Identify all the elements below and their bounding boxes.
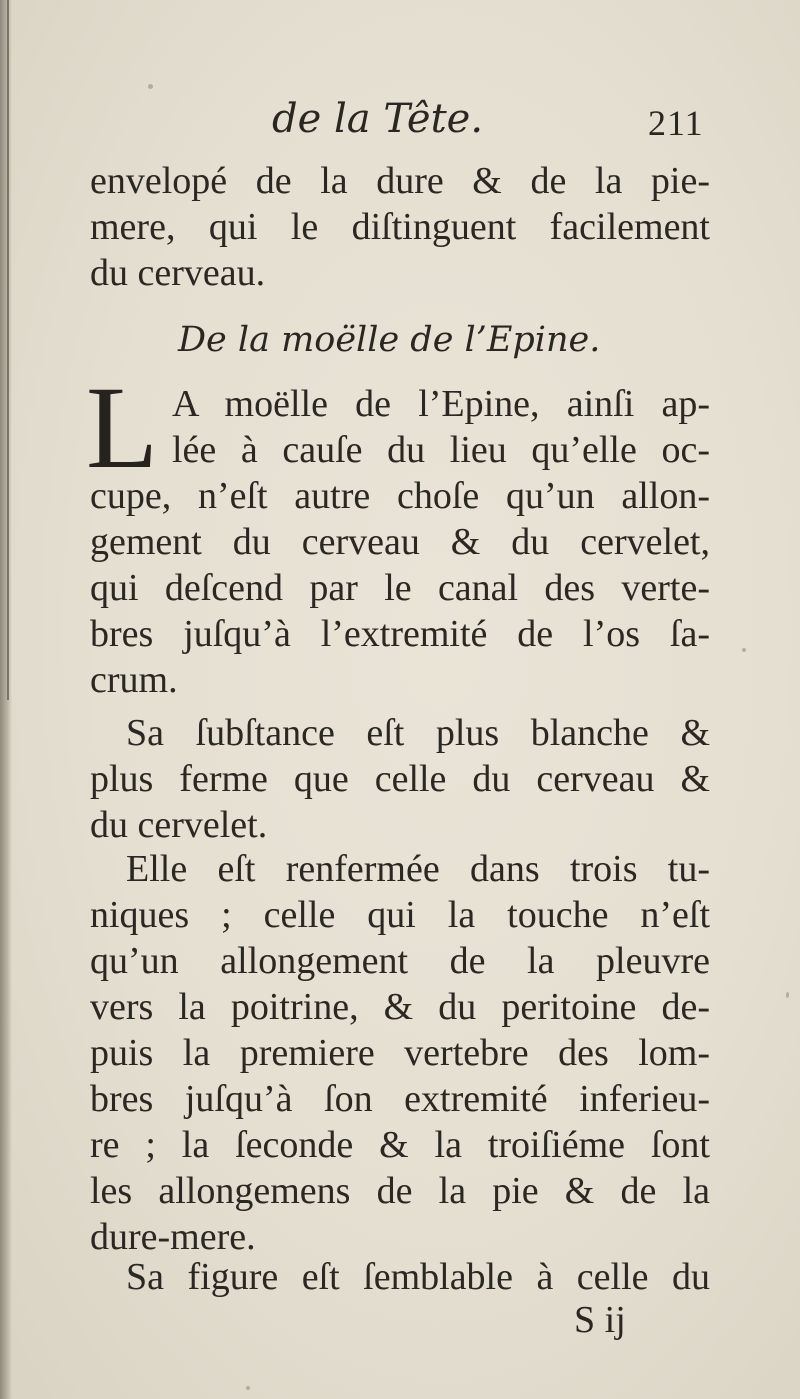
text-line: Sa figure eſt ſemblable à celle du bbox=[126, 1256, 710, 1298]
section-heading: De la moëlle de l’Epine. bbox=[178, 320, 601, 360]
text-line: qu’un allongement de la pleuvre bbox=[90, 940, 710, 982]
text-line: cupe, n’eſt autre choſe qu’un allon- bbox=[90, 475, 710, 517]
page-binding-edge bbox=[0, 0, 12, 1399]
drop-cap: L bbox=[86, 362, 159, 493]
page-number: 211 bbox=[648, 103, 704, 143]
text-line: lée à cauſe du lieu qu’elle oc- bbox=[172, 429, 710, 471]
text-line: re ; la ſeconde & la troiſiéme ſont bbox=[90, 1124, 710, 1166]
running-head bbox=[0, 96, 800, 156]
paper-speck bbox=[786, 992, 789, 998]
paper-speck bbox=[148, 84, 153, 89]
text-line: Sa ſubſtance eſt plus blanche & bbox=[126, 712, 710, 754]
text-line: qui deſcend par le canal des verte- bbox=[90, 567, 710, 609]
paragraph-3 bbox=[90, 846, 710, 1260]
text-line: Elle eſt renfermée dans trois tu- bbox=[126, 848, 710, 890]
text-line: les allongemens de la pie & de la bbox=[90, 1170, 710, 1212]
text-line: du cervelet. bbox=[90, 804, 268, 846]
paragraph-1-opening bbox=[172, 381, 710, 473]
paragraph-1 bbox=[90, 473, 710, 703]
text-line: gement du cerveau & du cervelet, bbox=[90, 521, 710, 563]
paragraph-continuation bbox=[90, 158, 710, 296]
running-title: de la Tête. bbox=[272, 96, 484, 142]
text-line: puis la premiere vertebre des lom- bbox=[90, 1032, 710, 1074]
text-line: dure-mere. bbox=[90, 1216, 256, 1258]
paragraph-4 bbox=[90, 1254, 710, 1300]
text-line: plus ferme que celle du cerveau & bbox=[90, 758, 710, 800]
text-line: du cerveau. bbox=[90, 252, 266, 294]
text-line: bres juſqu’à ſon extremité inferieu- bbox=[90, 1078, 710, 1120]
paper-speck bbox=[246, 1386, 250, 1390]
text-line: A moëlle de l’Epine, ainſi ap- bbox=[172, 383, 710, 425]
text-line: vers la poitrine, & du peritoine de- bbox=[90, 986, 710, 1028]
text-line: bres juſqu’à l’extremité de l’os ſa- bbox=[90, 613, 710, 655]
text-line: envelopé de la dure & de la pie- bbox=[90, 160, 710, 202]
text-line: niques ; celle qui la touche n’eſt bbox=[90, 894, 710, 936]
text-line: crum. bbox=[90, 659, 178, 701]
paragraph-2 bbox=[90, 710, 710, 848]
text-line: mere, qui le diſtinguent facilement bbox=[90, 206, 710, 248]
paper-speck bbox=[742, 648, 746, 652]
signature-mark: S ij bbox=[574, 1299, 626, 1341]
